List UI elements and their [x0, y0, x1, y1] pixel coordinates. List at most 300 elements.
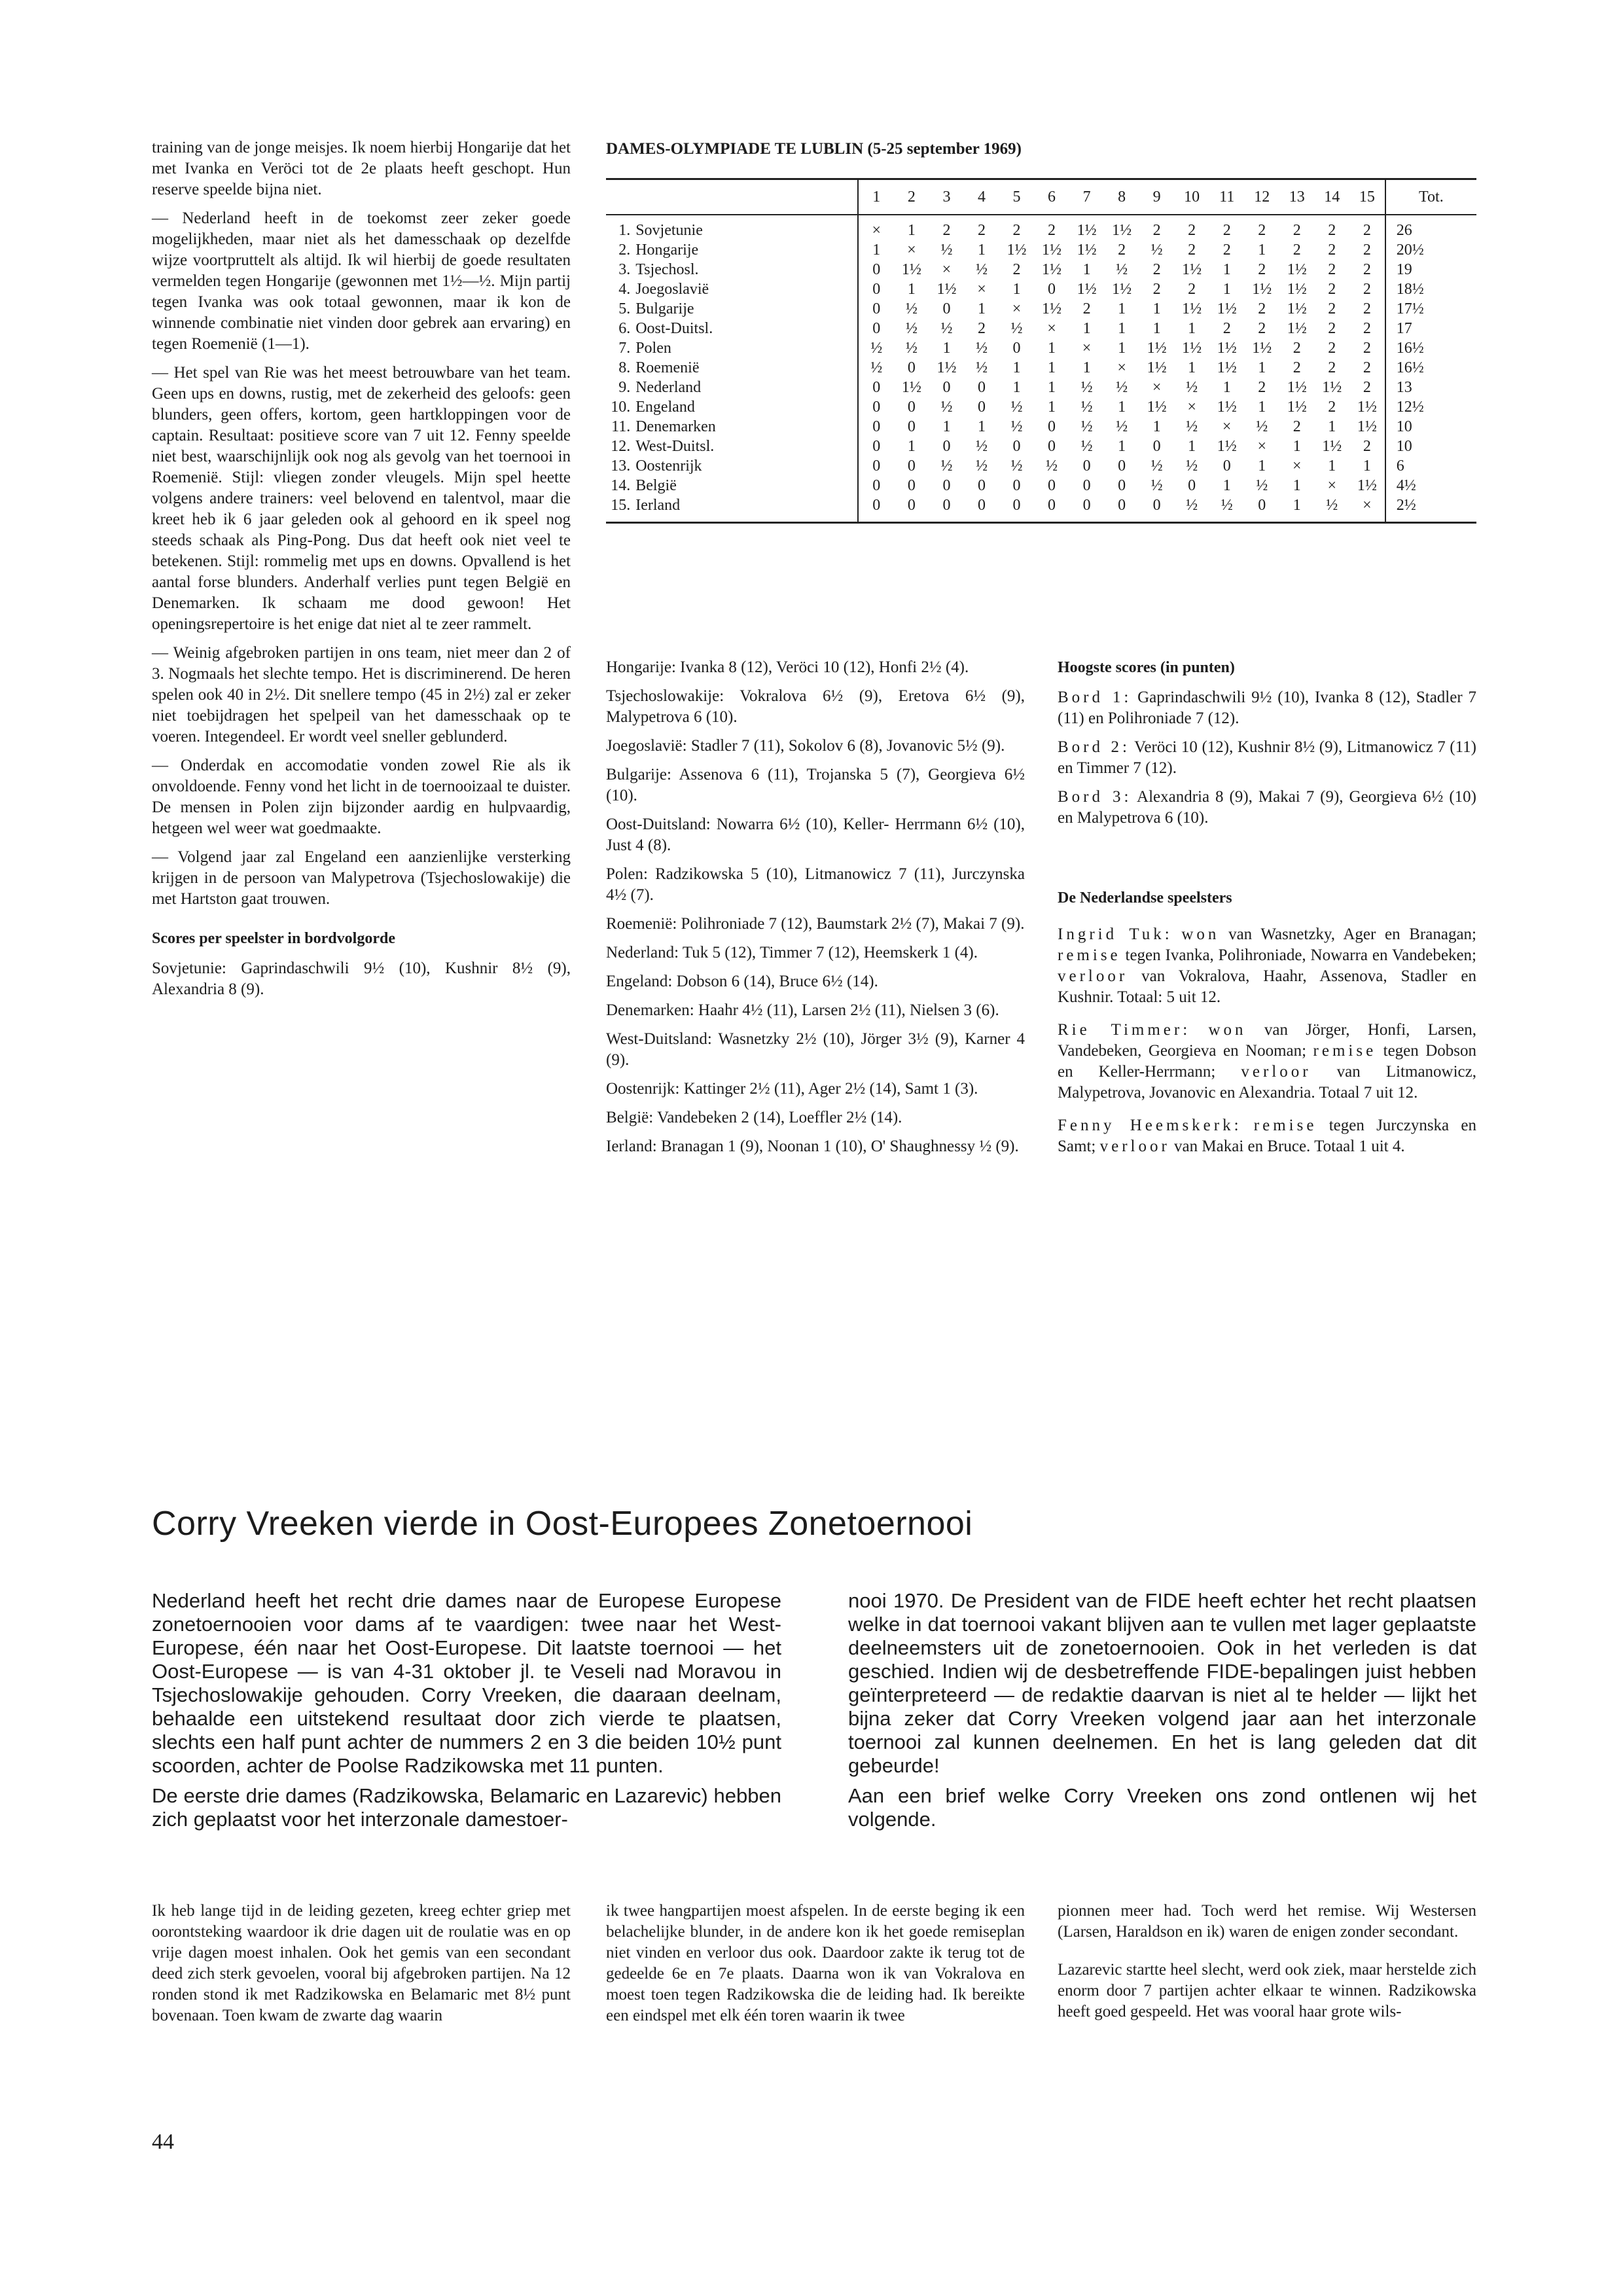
score-cell: ½ — [1080, 378, 1093, 396]
score-cell: 1 — [977, 418, 986, 435]
score-cell: 1 — [942, 418, 951, 435]
score-cell: 0 — [907, 418, 916, 435]
high-scores-heading: Hoogste scores (in punten) — [1058, 659, 1235, 676]
country-name: Oostenrijk — [635, 457, 702, 475]
player-name: Fenny Heemskerk: — [1058, 1117, 1242, 1134]
rank-number: 15. — [606, 495, 635, 523]
score-cell: ½ — [1209, 495, 1245, 523]
total-cell: 6 — [1385, 456, 1476, 476]
score-cell: 0 — [907, 457, 916, 475]
score-cell: 2 — [1328, 398, 1336, 416]
result-text: tegen Ivanka, Polihroniade, Nowarra en Vandebeken; — [1125, 946, 1477, 964]
rank-number: 4. — [618, 280, 631, 298]
score-cell: 2 — [1258, 300, 1266, 317]
score-cell: 0 — [977, 476, 986, 494]
score-cell: 1½ — [1217, 359, 1237, 376]
score-cell: × — [1257, 437, 1266, 455]
score-cell: 2 — [1258, 260, 1266, 278]
column-header: 10 — [1174, 179, 1209, 215]
column-header: 12 — [1244, 179, 1279, 215]
score-cell: 1½ — [1252, 339, 1272, 357]
team-scores: België: Vandebeken 2 (14), Loeffler 2½ (14). — [606, 1109, 902, 1126]
score-cell: 1½ — [936, 280, 957, 298]
table-row — [606, 495, 1476, 523]
score-cell: 2 — [977, 221, 986, 239]
score-cell: ½ — [1150, 457, 1163, 475]
score-cell: × — [942, 260, 952, 278]
score-cell: 0 — [1012, 437, 1021, 455]
result-won: won — [1208, 1021, 1247, 1039]
score-cell: 0 — [1139, 495, 1175, 523]
score-cell: 1 — [1118, 398, 1126, 416]
score-cell: 1 — [1188, 359, 1196, 376]
score-cell: 1 — [1258, 457, 1266, 475]
score-cell: 2 — [1222, 319, 1231, 337]
country-name: Nederland — [635, 378, 702, 396]
score-cell: 0 — [929, 495, 965, 523]
score-cell: 1 — [1222, 280, 1231, 298]
score-cell: ½ — [905, 319, 918, 337]
score-cell: 2 — [1152, 280, 1161, 298]
score-cell: 1 — [1328, 457, 1336, 475]
score-cell: 1½ — [1077, 221, 1097, 239]
score-cell: ½ — [1080, 437, 1093, 455]
score-cell: 0 — [907, 398, 916, 416]
score-cell: 2 — [1048, 221, 1056, 239]
score-cell: 1 — [1188, 437, 1196, 455]
score-cell: ½ — [1010, 398, 1023, 416]
table-row — [606, 378, 1476, 397]
score-cell: 1 — [1118, 319, 1126, 337]
total-cell: 16½ — [1385, 358, 1476, 378]
score-cell: 2 — [1328, 260, 1336, 278]
score-cell: 1½ — [1287, 260, 1307, 278]
total-cell: 19 — [1385, 260, 1476, 279]
score-cell: 1½ — [1217, 437, 1237, 455]
country-name: Sovjetunie — [635, 221, 703, 239]
letter-column-2 — [606, 1901, 1025, 2043]
score-cell: 1 — [1293, 437, 1301, 455]
total-cell: 20½ — [1385, 240, 1476, 260]
score-cell: 2 — [1222, 241, 1231, 259]
country-name: België — [635, 476, 677, 494]
intro-paragraph: Aan een brief welke Corry Vreeken ons zond ontlenen wij het volgende. — [848, 1784, 1476, 1831]
header-spacer — [635, 179, 858, 215]
result-text: van Makai en Bruce. Totaal 1 uit 4. — [1174, 1138, 1405, 1155]
team-scores: Bulgarije: Assenova 6 (11), Trojanska 5 (7), Georgieva 6½ (10). — [606, 766, 1025, 804]
intro-right — [848, 1589, 1476, 1838]
score-cell: ½ — [1256, 418, 1268, 435]
score-cell: ½ — [1116, 260, 1128, 278]
score-cell: 2 — [1363, 437, 1371, 455]
table-row — [606, 319, 1476, 338]
scores-heading: Scores per speelster in bordvolgorde — [152, 930, 395, 947]
score-cell: × — [907, 241, 916, 259]
score-cell: 2 — [1152, 221, 1161, 239]
team-scores: Roemenië: Polihroniade 7 (12), Baumstark 2½ (7), Makai 7 (9). — [606, 915, 1025, 933]
score-cell: 2 — [1293, 359, 1301, 376]
score-cell: 2 — [1152, 260, 1161, 278]
score-cell: 0 — [858, 456, 894, 476]
score-cell: 1 — [1328, 418, 1336, 435]
team-scores: Tsjechoslowakije: Vokralova 6½ (9), Eretova 6½ (9), Malypetrova 6 (10). — [606, 687, 1025, 726]
score-cell: 1 — [1012, 280, 1021, 298]
right-column — [1058, 657, 1476, 1165]
score-cell: 0 — [907, 359, 916, 376]
rank-number: 1. — [618, 221, 631, 239]
score-cell: ½ — [975, 260, 988, 278]
score-cell: 2 — [1363, 300, 1371, 317]
team-scores: Hongarije: Ivanka 8 (12), Veröci 10 (12), Honfi 2½ (4). — [606, 658, 969, 676]
score-cell: 1½ — [1217, 398, 1237, 416]
score-cell: × — [1152, 378, 1162, 396]
score-cell: 1 — [1118, 339, 1126, 357]
intro-paragraph: De eerste drie dames (Radzikowska, Belamaric en Lazarevic) hebben zich geplaatst voor het interzonale damestoer- — [152, 1784, 781, 1831]
rank-number: 3. — [618, 260, 631, 278]
team-scores: Oost-Duitsland: Nowarra 6½ (10), Keller- Herrmann 6½ (10), Just 4 (8). — [606, 816, 1025, 854]
total-cell: 4½ — [1385, 476, 1476, 495]
bord-1 — [1058, 687, 1476, 729]
score-cell: 1 — [1082, 359, 1091, 376]
bord-text: Gaprindaschwili 9½ (10), Ivanka 8 (12), Stadler 7 (11) en Polihroniade 7 (12). — [1058, 689, 1476, 727]
table-row — [606, 417, 1476, 437]
score-cell: 1 — [1048, 378, 1056, 396]
total-cell: 12½ — [1385, 397, 1476, 417]
player-name: Ingrid Tuk: — [1058, 925, 1173, 943]
bord-label: Bord 3: — [1058, 788, 1132, 806]
table-row — [606, 397, 1476, 417]
score-cell: ½ — [1315, 495, 1350, 523]
total-cell: 10 — [1385, 437, 1476, 456]
rank-number: 14. — [611, 476, 631, 494]
score-cell: 2 — [1012, 260, 1021, 278]
table-body — [606, 215, 1476, 523]
score-cell: 1½ — [1287, 280, 1307, 298]
table-row — [606, 338, 1476, 358]
table-row — [606, 215, 1476, 240]
score-cell: ½ — [1010, 319, 1023, 337]
score-cell: 1½ — [1077, 241, 1097, 259]
table-row — [606, 260, 1476, 279]
score-cell: 0 — [999, 495, 1035, 523]
score-cell: 1½ — [1112, 280, 1132, 298]
score-cell: 2 — [1222, 221, 1231, 239]
score-cell: ½ — [975, 457, 988, 475]
score-cell: 1½ — [1077, 280, 1097, 298]
scores-text: Sovjetunie: Gaprindaschwili 9½ (10), Kushnir 8½ (9), Alexandria 8 (9). — [152, 960, 571, 998]
score-cell: ½ — [858, 358, 894, 378]
result-lost: verloor — [1099, 1138, 1170, 1155]
score-cell: 1 — [907, 280, 916, 298]
result-remise: remise — [1253, 1117, 1317, 1134]
score-cell: 1½ — [1357, 476, 1377, 494]
letter-column-1 — [152, 1901, 571, 2043]
score-cell: 1½ — [1217, 339, 1237, 357]
column-header: 1 — [858, 179, 894, 215]
score-cell: 0 — [858, 319, 894, 338]
score-cell: ½ — [1046, 457, 1058, 475]
team-scores: Polen: Radzikowska 5 (10), Litmanowicz 7 (11), Jurczynska 4½ (7). — [606, 865, 1025, 904]
score-cell: 0 — [1048, 418, 1056, 435]
intro-left — [152, 1589, 781, 1838]
column-header: 9 — [1139, 179, 1175, 215]
score-cell: ½ — [905, 339, 918, 357]
score-cell: ½ — [905, 300, 918, 317]
left-column — [152, 137, 571, 1008]
score-cell: 1½ — [1217, 300, 1237, 317]
score-cell: ½ — [1080, 418, 1093, 435]
score-cell: ½ — [1080, 398, 1093, 416]
score-cell: 2 — [1363, 260, 1371, 278]
score-cell: 2 — [1118, 241, 1126, 259]
table-title: DAMES-OLYMPIADE TE LUBLIN (5-25 september 1969) — [606, 140, 1022, 158]
left-paragraph: — Volgend jaar zal Engeland een aanzienlijke versterking krijgen in de persoon van Malypetrova (Tsjechoslowakije) die met Hartston gaat trouwen. — [152, 848, 571, 908]
score-cell: 0 — [1082, 457, 1091, 475]
middle-column — [606, 657, 1025, 1165]
result-lost: verloor — [1058, 967, 1128, 985]
score-cell: 2 — [1258, 319, 1266, 337]
score-cell: 1 — [1258, 359, 1266, 376]
score-cell: 1 — [942, 339, 951, 357]
country-name: Hongarije — [635, 241, 699, 259]
score-cell: 1 — [1222, 378, 1231, 396]
score-cell: 2 — [1012, 221, 1021, 239]
score-cell: 1½ — [1287, 319, 1307, 337]
table-row — [606, 476, 1476, 495]
score-cell: 2 — [1293, 241, 1301, 259]
column-header: 14 — [1315, 179, 1350, 215]
score-cell: 0 — [1222, 457, 1231, 475]
score-cell: 1 — [907, 221, 916, 239]
country-name: Denemarken — [635, 418, 716, 435]
score-cell: 1 — [1012, 378, 1021, 396]
score-cell: 2 — [977, 319, 986, 337]
score-cell: 2 — [1363, 319, 1371, 337]
score-cell: × — [1047, 319, 1056, 337]
letter-column-3 — [1058, 1901, 1476, 2039]
total-cell: 16½ — [1385, 338, 1476, 358]
total-cell: 2½ — [1385, 495, 1476, 523]
score-cell: 1 — [1152, 418, 1161, 435]
score-cell: × — [1327, 476, 1337, 494]
score-cell: × — [1349, 495, 1385, 523]
letter-text: Ik heb lange tijd in de leiding gezeten, kreeg echter griep met oorontsteking waardoor ik drie dagen uit de roulatie was en op vrije dagen moest inhalen. Ook het gemis van een secondant deed zich sterk gevoelen, vooral bij afgebroken partijen. Na 12 ronden stond ik met Radzikowska en Belamaric met 8½ punt bovenaan. Toen kwam de zwarte dag waarin — [152, 1902, 571, 2024]
score-cell: 1½ — [1322, 437, 1342, 455]
score-cell: 1½ — [1182, 300, 1202, 317]
score-cell: ½ — [975, 359, 988, 376]
score-cell: 0 — [858, 397, 894, 417]
country-name: Bulgarije — [635, 300, 694, 317]
total-header: Tot. — [1385, 179, 1476, 215]
country-name: West-Duitsl. — [635, 437, 715, 455]
country-name: Oost-Duitsl. — [635, 319, 713, 337]
bord-text: Alexandria 8 (9), Makai 7 (9), Georgieva 6½ (10) en Malypetrova 6 (10). — [1058, 788, 1477, 827]
score-cell: 1½ — [1182, 339, 1202, 357]
score-cell: 0 — [1069, 495, 1105, 523]
result-remise: remise — [1313, 1042, 1377, 1060]
score-cell: 1½ — [901, 378, 921, 396]
score-cell: 2 — [1363, 378, 1371, 396]
score-cell: 1 — [1152, 300, 1161, 317]
score-cell: 1½ — [1322, 378, 1342, 396]
score-cell: 1½ — [1287, 398, 1307, 416]
score-cell: 0 — [1034, 495, 1069, 523]
column-header: 2 — [894, 179, 929, 215]
score-cell: 1 — [1188, 319, 1196, 337]
score-cell: 2 — [1363, 280, 1371, 298]
total-cell: 10 — [1385, 417, 1476, 437]
column-header: 3 — [929, 179, 965, 215]
score-cell: 0 — [1244, 495, 1279, 523]
score-cell: 2 — [1328, 300, 1336, 317]
score-cell: 0 — [858, 437, 894, 456]
rank-number: 8. — [618, 359, 631, 376]
team-scores: West-Duitsland: Wasnetzky 2½ (10), Jörger 3½ (9), Karner 4 (9). — [606, 1030, 1025, 1069]
country-name: Roemenië — [635, 359, 700, 376]
score-cell: 1 — [1258, 398, 1266, 416]
score-cell: ½ — [1116, 378, 1128, 396]
rank-number: 10. — [611, 398, 631, 416]
score-cell: 2 — [1293, 221, 1301, 239]
score-cell: 1 — [858, 240, 894, 260]
column-header: 13 — [1279, 179, 1315, 215]
score-cell: × — [1012, 300, 1022, 317]
score-cell: 0 — [942, 300, 951, 317]
score-cell: 1½ — [1287, 300, 1307, 317]
score-cell: 1½ — [1042, 300, 1062, 317]
table-row — [606, 456, 1476, 476]
score-cell: 0 — [858, 260, 894, 279]
score-cell: 0 — [1118, 476, 1126, 494]
table-header-row — [606, 179, 1476, 215]
score-cell: 0 — [858, 495, 894, 523]
left-paragraph: — Onderdak en accomodatie vonden zowel Rie als ik onvoldoende. Fenny vond het licht in de toernooizaal te duister. De mensen in Polen zijn bijzonder aardig en hulpvaardig, hetgeen wel weer wat goedmaakte. — [152, 757, 571, 837]
score-cell: 2 — [1188, 280, 1196, 298]
score-cell: 0 — [1152, 437, 1161, 455]
score-cell: 0 — [858, 299, 894, 319]
score-cell: 2 — [1328, 280, 1336, 298]
results-table — [606, 178, 1476, 524]
team-scores: Engeland: Dobson 6 (14), Bruce 6½ (14). — [606, 973, 878, 990]
column-header: 7 — [1069, 179, 1105, 215]
team-scores: Nederland: Tuk 5 (12), Timmer 7 (12), Heemskerk 1 (4). — [606, 944, 978, 961]
score-cell: 1½ — [1112, 221, 1132, 239]
score-cell: 0 — [1048, 476, 1056, 494]
score-cell: ½ — [1116, 418, 1128, 435]
country-name: Polen — [635, 339, 671, 357]
score-cell: ½ — [940, 398, 953, 416]
score-cell: ½ — [940, 457, 953, 475]
score-cell: 1 — [1363, 457, 1371, 475]
score-cell: 2 — [1258, 378, 1266, 396]
score-cell: 1 — [1082, 319, 1091, 337]
bord-label: Bord 1: — [1058, 689, 1132, 706]
score-cell: 1 — [1082, 260, 1091, 278]
column-header: 4 — [964, 179, 999, 215]
table-row — [606, 358, 1476, 378]
score-cell: 2 — [942, 221, 951, 239]
score-cell: ½ — [940, 319, 953, 337]
result-text: van Vokralova, Haahr, Assenova, Stadler en Kushnir. Totaal: 5 uit 12. — [1058, 967, 1476, 1006]
score-cell: 1½ — [1042, 241, 1062, 259]
score-cell: 1 — [1258, 241, 1266, 259]
score-cell: 2 — [1328, 339, 1336, 357]
dutch-players-heading: De Nederlandse speelsters — [1058, 889, 1232, 906]
score-cell: 1½ — [1007, 241, 1027, 259]
score-cell: 1½ — [901, 260, 921, 278]
result-remise: remise — [1058, 946, 1121, 964]
score-cell: 1½ — [1357, 418, 1377, 435]
score-cell: ½ — [1186, 418, 1198, 435]
score-cell: 0 — [977, 378, 986, 396]
score-cell: × — [1187, 398, 1196, 416]
score-cell: 2 — [1188, 221, 1196, 239]
score-cell: ½ — [858, 338, 894, 358]
country-name: Ierland — [635, 495, 858, 523]
score-cell: × — [1117, 359, 1126, 376]
total-cell: 13 — [1385, 378, 1476, 397]
score-cell: ½ — [1186, 457, 1198, 475]
score-cell: 1½ — [1147, 339, 1167, 357]
rank-number: 9. — [618, 378, 631, 396]
score-cell: 0 — [858, 279, 894, 299]
letter-text: ik twee hangpartijen moest afspelen. In de eerste beging ik een belachelijke blunder, in de andere kon ik het goede remiseplan niet vinden en verloor dus ook. Daardoor zakte ik terug tot de gedeelde 6e en 7e plaats. Daarna won ik van Vokralova en moest toen tegen Radzikowska die de leiding had. Ik bereikte een eindspel met elk één toren waarin ik twee — [606, 1902, 1025, 2024]
score-cell: × — [1082, 339, 1092, 357]
score-cell: 0 — [964, 495, 999, 523]
score-cell: 0 — [858, 378, 894, 397]
score-cell: 1 — [977, 300, 986, 317]
score-cell: ½ — [1186, 378, 1198, 396]
score-cell: 2 — [1328, 221, 1336, 239]
score-cell: 2 — [1363, 241, 1371, 259]
score-cell: 2 — [1188, 241, 1196, 259]
score-cell: 2 — [1258, 221, 1266, 239]
team-scores: Denemarken: Haahr 4½ (11), Larsen 2½ (11), Nielsen 3 (6). — [606, 1001, 999, 1019]
result-text: van Litmanowicz, Malypetrova, Jovanovic en Alexandria. Totaal 7 uit 12. — [1058, 1063, 1476, 1102]
score-cell: 2 — [1328, 319, 1336, 337]
table-row — [606, 240, 1476, 260]
score-cell: 1 — [1012, 359, 1021, 376]
score-cell: × — [977, 280, 986, 298]
column-header: 11 — [1209, 179, 1245, 215]
table-row — [606, 279, 1476, 299]
score-cell: 2 — [1293, 418, 1301, 435]
total-cell: 26 — [1385, 215, 1476, 240]
country-name: Engeland — [635, 398, 695, 416]
left-paragraph: — Weinig afgebroken partijen in ons team, niet meer dan 2 of 3. Nogmaals het slechte tempo. Het is discriminerend. De heren spelen ook 40 in 2½. Dit snellere tempo (45 in 2½) zal er zeker niet toebijdragen het spelpeil van het damesschaak op te voeren. Integendeel. Er wordt veel sneller geblunderd. — [152, 644, 571, 745]
total-cell: 17 — [1385, 319, 1476, 338]
score-cell: ½ — [940, 241, 953, 259]
left-paragraph: training van de jonge meisjes. Ik noem hierbij Hongarije dat het met Ivanka en Veröci tot de 2e plaats heeft geschopt. Hun reserve speelde bijna niet. — [152, 139, 571, 198]
result-text: van Jörger, Honfi, Larsen, Vandebeken, Georgieva en Nooman; — [1058, 1021, 1476, 1060]
score-cell: 1 — [977, 241, 986, 259]
score-cell: 1 — [1048, 359, 1056, 376]
score-cell: × — [1292, 457, 1302, 475]
score-cell: 0 — [1082, 476, 1091, 494]
player-name: Rie Timmer: — [1058, 1021, 1191, 1039]
score-cell: 1 — [1048, 339, 1056, 357]
score-cell: 1½ — [1357, 398, 1377, 416]
intro-paragraph: nooi 1970. De President van de FIDE heeft echter het recht plaatsen welke in dat toernooi vakant blijven aan te vullen met lager geplaatste deelneemsters uit de zonetoernooien. Ook in het verleden is dat geschied. Indien wij de desbetreffende FIDE-bepalingen juist hebben geïnterpreteerd — de redaktie daarvan is niet al te helder — lijkt het bijna zeker dat Corry Vreeken volgend jaar aan het interzonale toernooi zal kunnen deelnemen. En het is lang geleden dat dit gebeurde! — [848, 1589, 1476, 1777]
score-cell: 1 — [1222, 260, 1231, 278]
score-cell: 0 — [1048, 437, 1056, 455]
result-text: van Wasnetzky, Ager en Branagan; — [1228, 925, 1476, 943]
score-cell: 1 — [1048, 398, 1056, 416]
rank-number: 2. — [618, 241, 631, 259]
result-text: tegen Jurczynska en Samt; — [1058, 1117, 1476, 1155]
rank-number: 13. — [611, 457, 631, 475]
score-cell: 0 — [1104, 495, 1139, 523]
